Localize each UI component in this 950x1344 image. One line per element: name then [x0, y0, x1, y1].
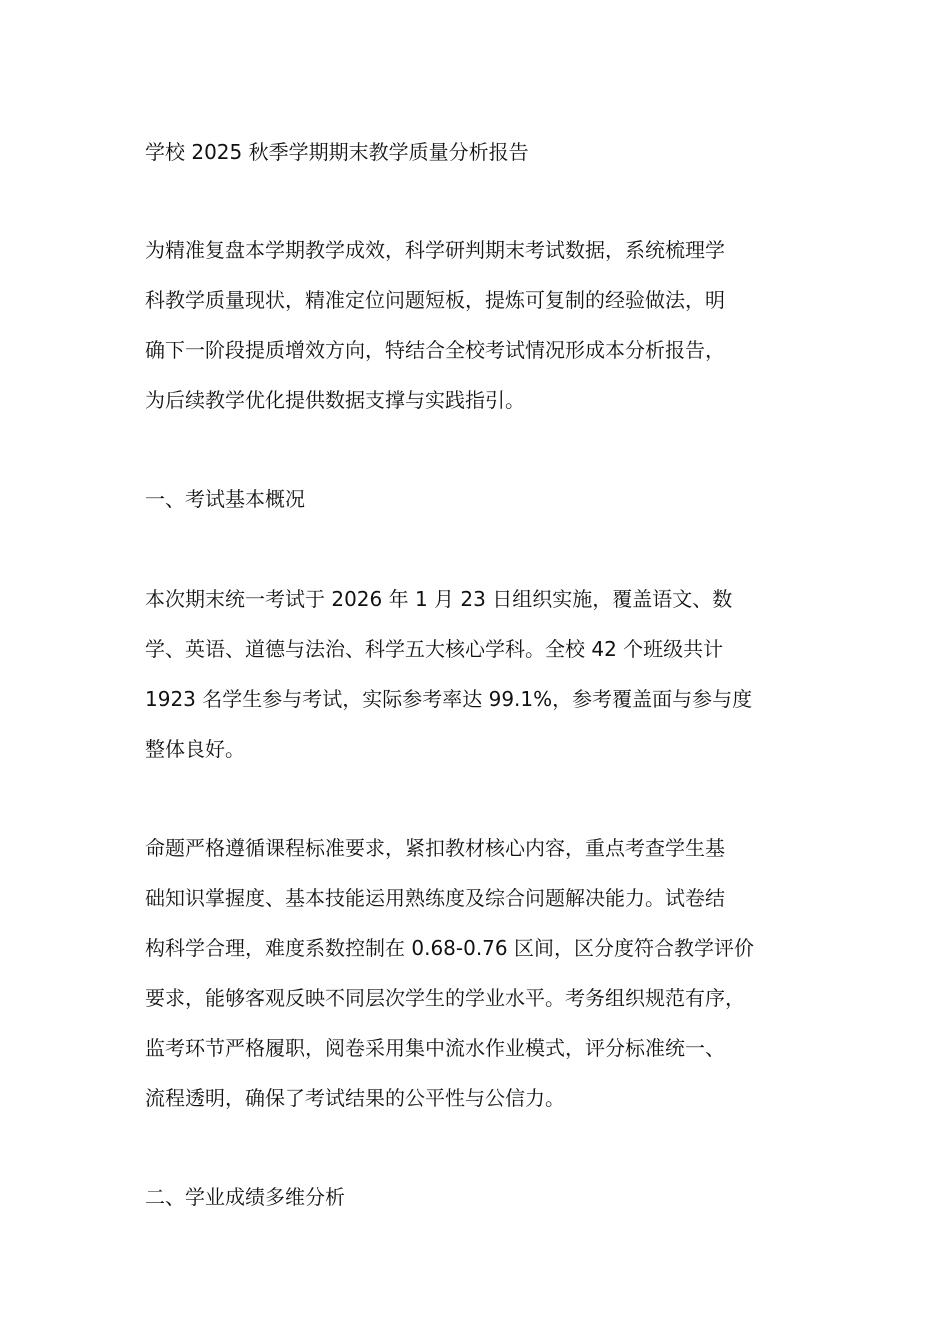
- paragraph-line: 要求，能够客观反映不同层次学生的学业水平。考务组织规范有序，: [145, 986, 745, 1010]
- paragraph-line: 本次期末统一考试于 2026 年 1 月 23 日组织实施，覆盖语文、数: [145, 587, 733, 611]
- paragraph-line: 1923 名学生参与考试，实际参考率达 99.1%，参考覆盖面与参与度: [145, 687, 753, 711]
- paragraph-line: 为后续教学优化提供数据支撑与实践指引。: [145, 388, 525, 412]
- document-title: [145, 127, 835, 177]
- section-heading-text: 二、学业成绩多维分析: [145, 1185, 345, 1209]
- paragraph-line: 确下一阶段提质增效方向，特结合全校考试情况形成本分析报告，: [145, 338, 725, 362]
- intro-paragraph: [145, 225, 835, 425]
- paragraph-line: 科教学质量现状，精准定位问题短板，提炼可复制的经验做法，明: [145, 288, 725, 312]
- title-text: 学校 2025 秋季学期期末教学质量分析报告: [145, 140, 529, 164]
- paragraph-line: 构科学合理，难度系数控制在 0.68-0.76 区间，区分度符合教学评价: [145, 936, 754, 960]
- paragraph-line: 命题严格遵循课程标准要求，紧扣教材核心内容，重点考查学生基: [145, 836, 725, 860]
- paragraph-line: 为精准复盘本学期教学成效，科学研判期末考试数据，系统梳理学: [145, 238, 725, 262]
- section-heading-2: [145, 1172, 835, 1222]
- paragraph-line: 学、英语、道德与法治、科学五大核心学科。全校 42 个班级共计: [145, 637, 724, 661]
- exam-design-paragraph: [145, 823, 835, 1123]
- section-heading-text: 一、考试基本概况: [145, 487, 305, 511]
- paragraph-line: 流程透明，确保了考试结果的公平性与公信力。: [145, 1086, 565, 1110]
- paragraph-line: 础知识掌握度、基本技能运用熟练度及综合问题解决能力。试卷结: [145, 886, 725, 910]
- section-heading-1: [145, 474, 835, 524]
- exam-overview-paragraph: [145, 574, 835, 774]
- paragraph-line: 监考环节严格履职，阅卷采用集中流水作业模式，评分标准统一、: [145, 1036, 725, 1060]
- paragraph-line: 整体良好。: [145, 737, 245, 761]
